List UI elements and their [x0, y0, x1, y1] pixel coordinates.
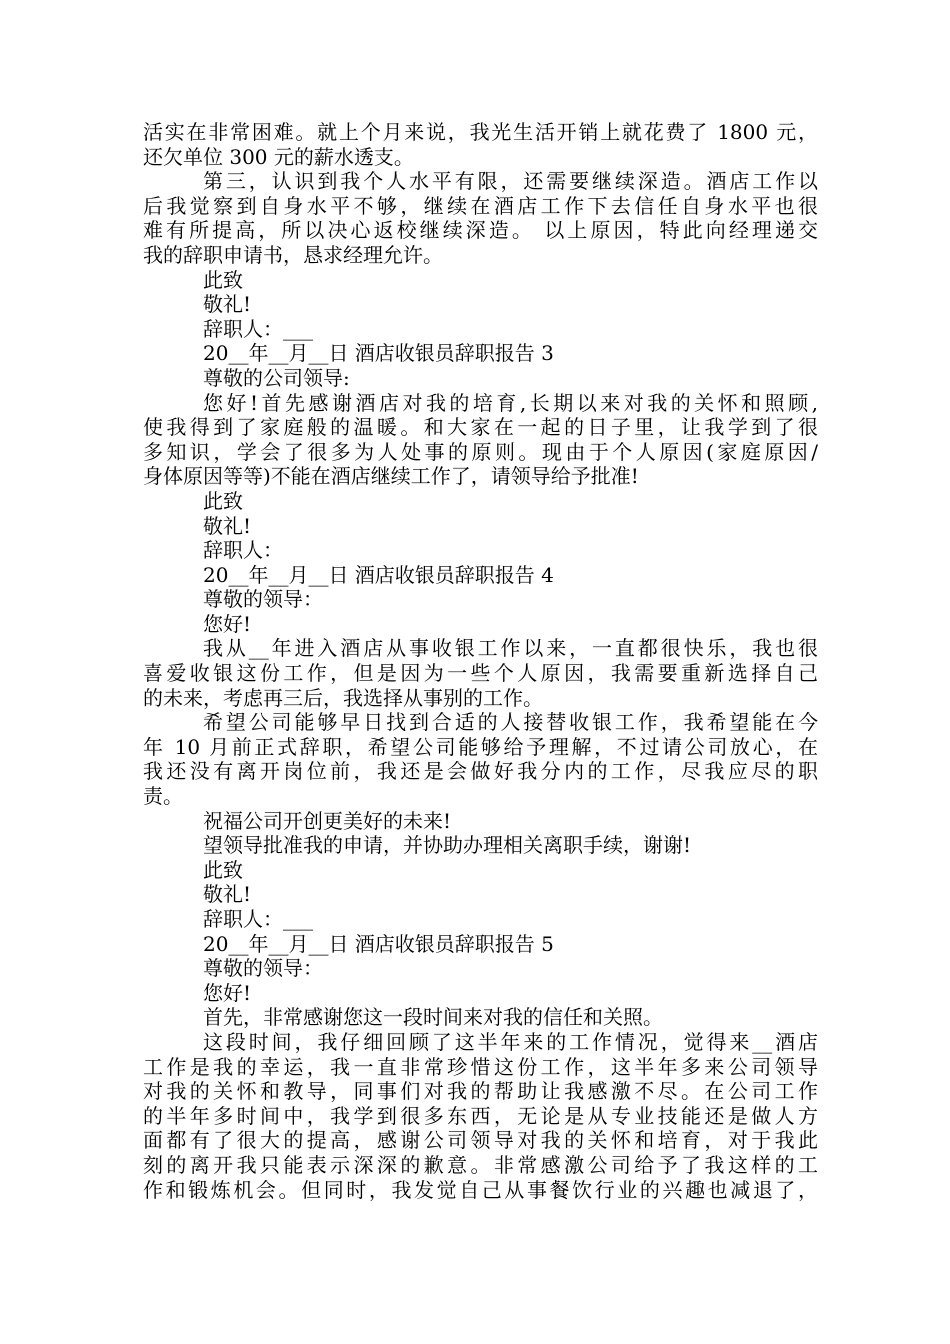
text-line: 敬礼!	[203, 882, 252, 907]
text-line: 难有所提高，所以决心返校继续深造。 以上原因，特此向经理递交	[143, 218, 818, 243]
text-line: 还欠单位 300 元的薪水透支。	[143, 144, 414, 169]
text-line: 您好!首先感谢酒店对我的培育,长期以来对我的关怀和照顾,	[203, 390, 818, 415]
text-line: 身体原因等等)不能在酒店继续工作了，请领导给予批准!	[143, 464, 639, 489]
text-line: 的半年多时间中，我学到很多东西，无论是从专业技能还是做人方	[143, 1103, 818, 1128]
text-line: 第三，认识到我个人水平有限，还需要继续深造。酒店工作以	[203, 169, 818, 194]
text-line: 首先，非常感谢您这一段时间来对我的信任和关照。	[203, 1005, 663, 1030]
text-line: 尊敬的领导：	[203, 587, 323, 612]
text-line: 刻的离开我只能表示深深的歉意。非常感激公司给予了我这样的工	[143, 1152, 818, 1177]
text-line: 尊敬的公司领导:	[203, 365, 350, 390]
text-line: 20__年__月__日 酒店收银员辞职报告 5	[203, 931, 554, 956]
text-line: 辞职人：___	[203, 316, 313, 341]
text-line: 工作是我的幸运，我一直非常珍惜这份工作，这半年多来公司领导	[143, 1054, 818, 1079]
text-line: 此致	[203, 267, 243, 292]
text-line: 年 10 月前正式辞职，希望公司能够给予理解，不过请公司放心，在	[143, 734, 818, 759]
text-line: 望领导批准我的申请，并协助办理相关离职手续，谢谢!	[203, 833, 692, 858]
text-line: 活实在非常困难。就上个月来说，我光生活开销上就花费了 1800 元，	[143, 120, 818, 144]
text-line: 我还没有离开岗位前，我还是会做好我分内的工作，尽我应尽的职	[143, 759, 818, 784]
text-line: 对我的关怀和教导，同事们对我的帮助让我感激不尽。在公司工作	[143, 1079, 818, 1104]
text-line: 辞职人：	[203, 538, 283, 563]
text-line: 尊敬的领导：	[203, 956, 323, 981]
text-line: 辞职人：___	[203, 907, 313, 931]
text-line: 敬礼!	[203, 513, 252, 538]
text-line: 您好!	[203, 611, 252, 636]
text-line: 此致	[203, 488, 243, 513]
text-line: 敬礼!	[203, 292, 252, 317]
text-line: 喜爱收银这份工作，但是因为一些个人原因，我需要重新选择自己	[143, 661, 818, 686]
text-line: 我的辞职申请书，恳求经理允许。	[143, 242, 443, 267]
text-line: 责。	[143, 784, 183, 809]
text-line: 后我觉察到自身水平不够，继续在酒店工作下去信任自身水平也很	[143, 193, 818, 218]
text-line: 20__年__月__日 酒店收银员辞职报告 3	[203, 341, 554, 366]
text-line: 这段时间，我仔细回顾了这半年来的工作情况，觉得来__酒店	[203, 1029, 818, 1054]
text-line: 20__年__月__日 酒店收银员辞职报告 4	[203, 562, 554, 587]
text-line: 希望公司能够早日找到合适的人接替收银工作，我希望能在今	[203, 710, 818, 735]
document-body	[143, 120, 818, 1202]
text-line: 此致	[203, 857, 243, 882]
text-line: 您好!	[203, 980, 252, 1005]
text-line: 的未来，考虑再三后，我选择从事别的工作。	[143, 685, 543, 710]
text-line: 使我得到了家庭般的温暖。和大家在一起的日子里，让我学到了很	[143, 415, 818, 440]
text-line: 我从__年进入酒店从事收银工作以来，一直都很快乐，我也很	[203, 636, 818, 661]
text-line: 面都有了很大的提高，感谢公司领导对我的关怀和培育，对于我此	[143, 1128, 818, 1153]
text-line: 祝福公司开创更美好的未来!	[203, 808, 452, 833]
text-line: 多知识，学会了很多为人处事的原则。现由于个人原因(家庭原因/	[143, 439, 818, 464]
text-line: 作和锻炼机会。但同时，我发觉自己从事餐饮行业的兴趣也减退了，	[143, 1177, 818, 1202]
